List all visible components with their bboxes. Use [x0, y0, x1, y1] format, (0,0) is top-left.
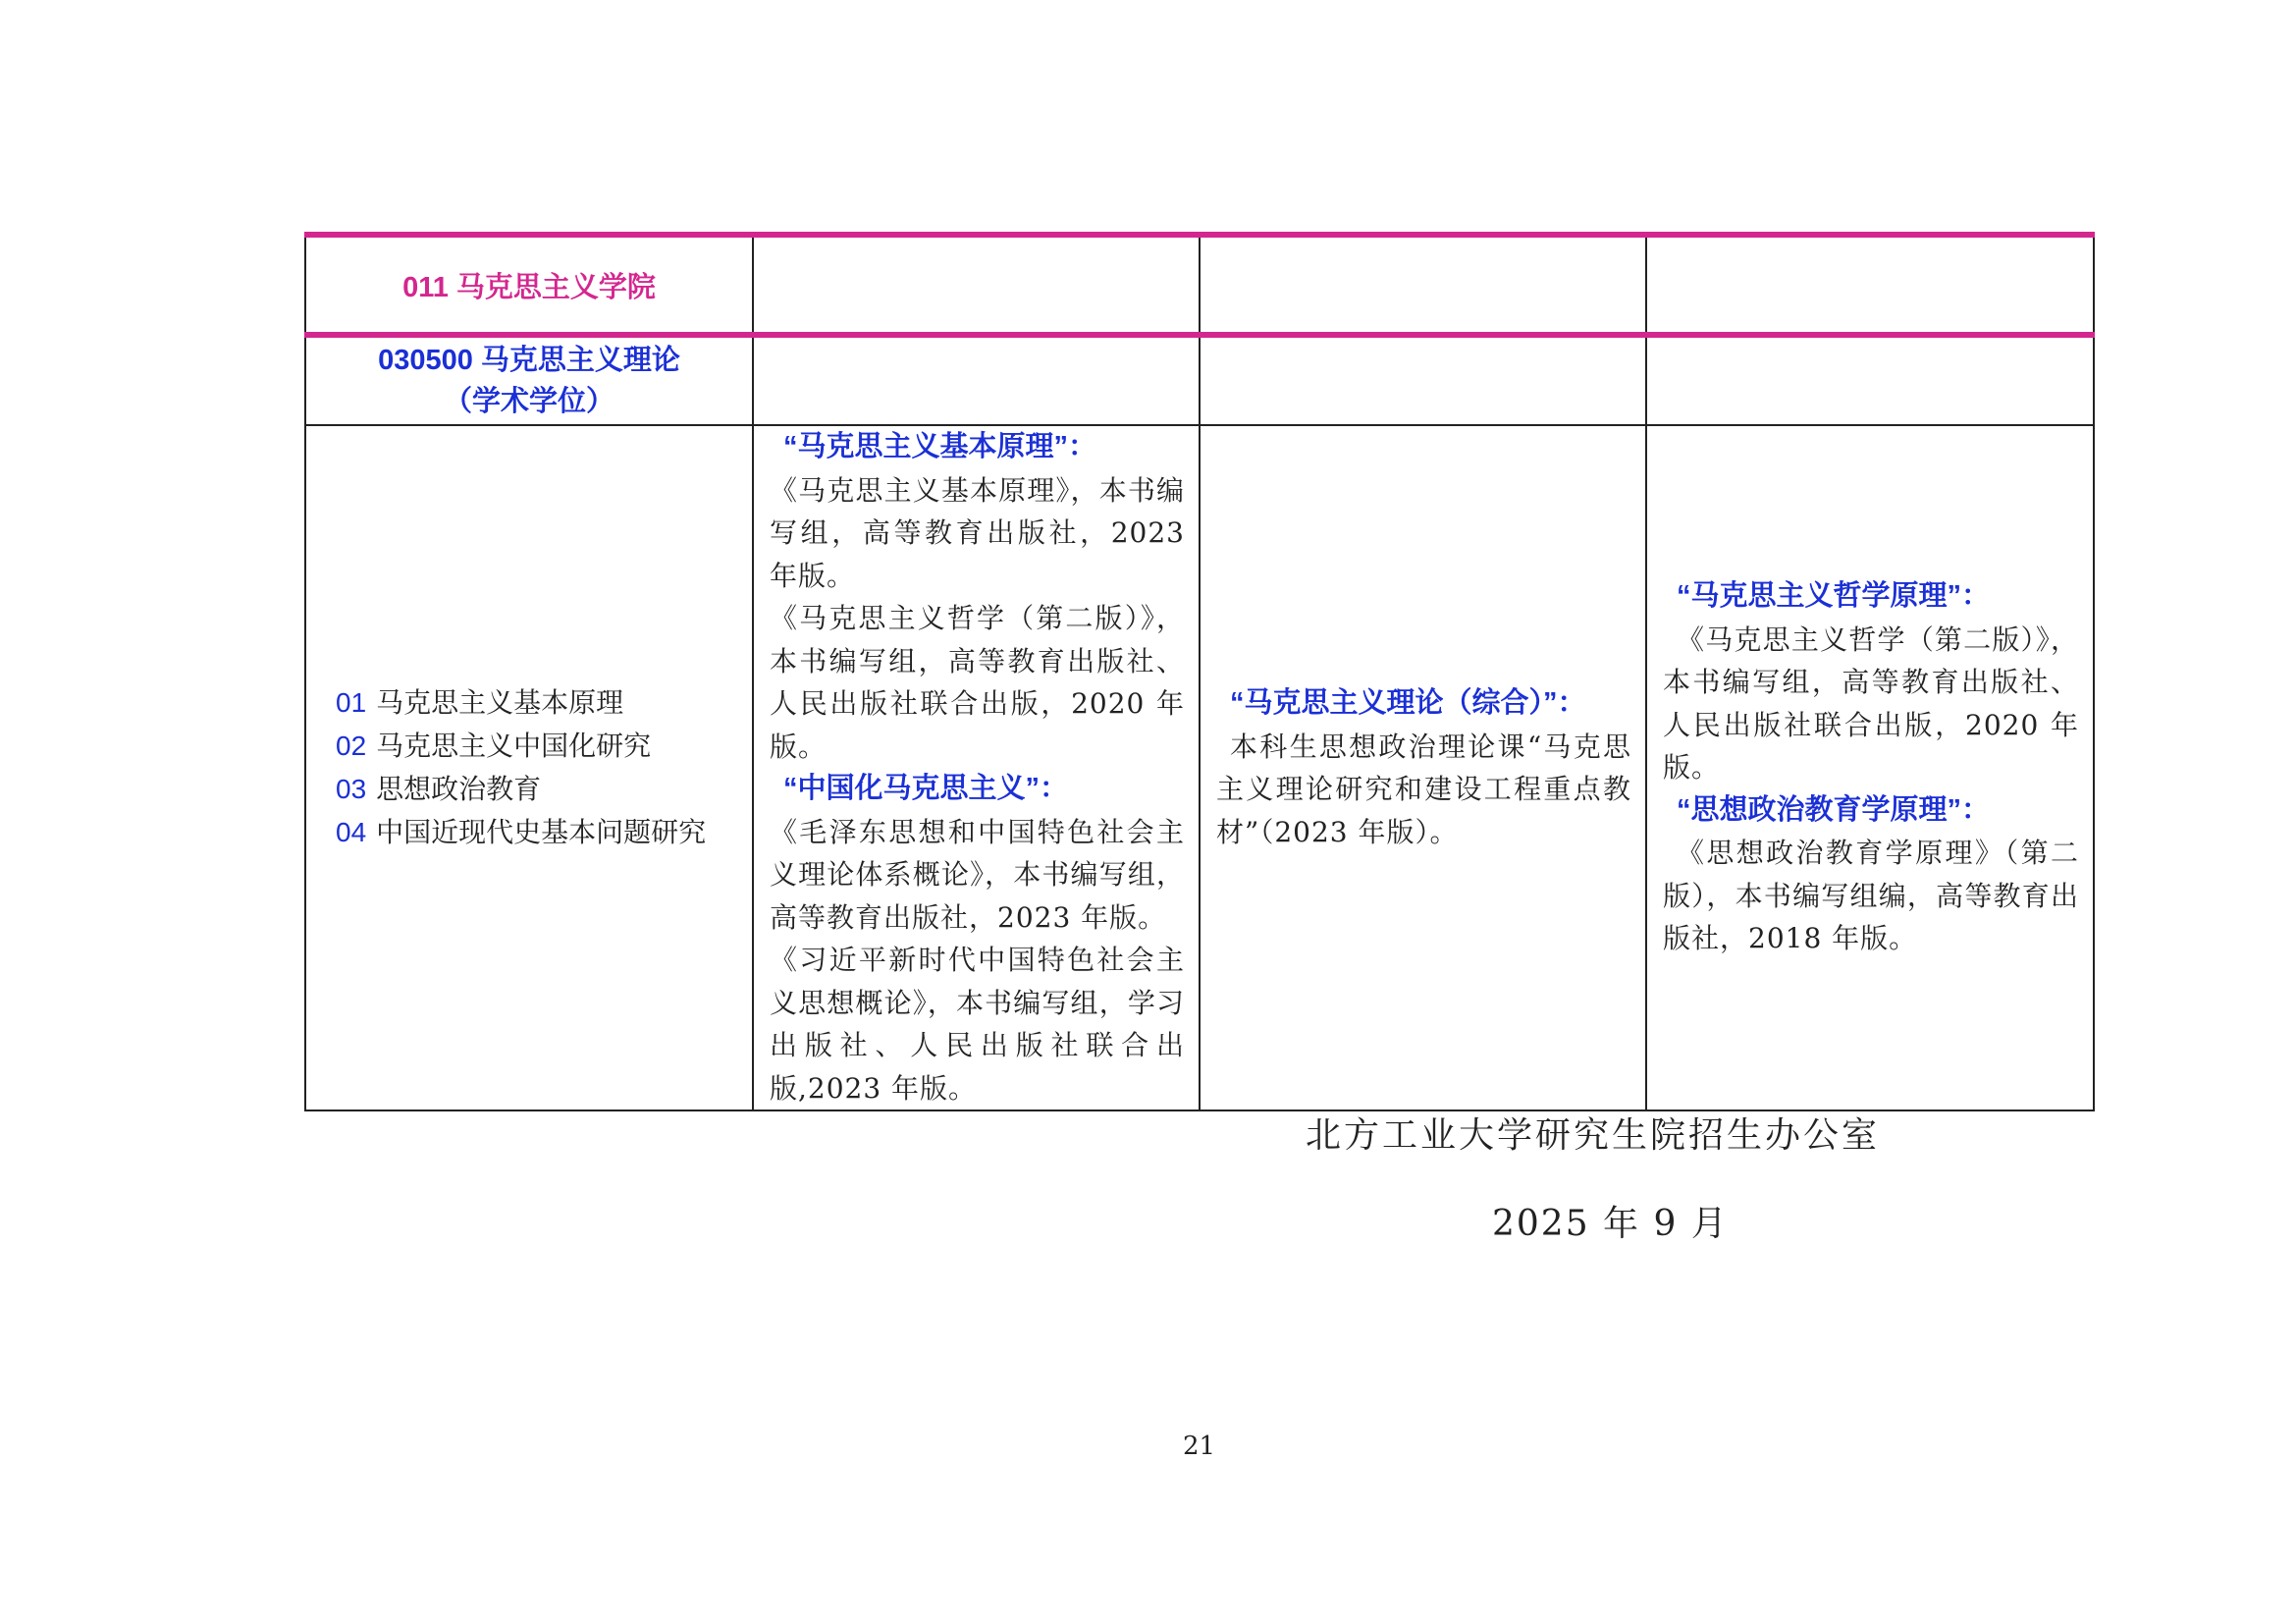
reference-book: 《毛泽东思想和中国特色社会主义理论体系概论》，本书编写组，高等教育出版社，2023 年版。 [770, 815, 1185, 934]
direction-code: 03 [336, 774, 367, 804]
retest-subject-books [1646, 425, 2094, 1110]
empty-cell [1200, 235, 1646, 335]
empty-cell [1646, 335, 2094, 425]
college-row [305, 235, 2094, 335]
direction-item [336, 768, 752, 811]
exam-subject-books [753, 425, 1200, 1110]
issue-date: 2025 年 9 月 [1492, 1204, 1729, 1244]
major-cell [305, 335, 753, 425]
major-code-name: 030500 马克思主义理论 [378, 345, 680, 376]
major-degree: （学术学位） [443, 386, 614, 417]
reference-book: 本科生思想政治理论课“马克思主义理论研究和建设工程重点教材”（2023 年版）。 [1216, 730, 1631, 848]
direction-name: 中国近现代史基本问题研究 [376, 816, 707, 848]
major-row [305, 335, 2094, 425]
direction-code: 02 [336, 731, 367, 761]
subject-title: “思想政治教育学原理”： [1677, 793, 1991, 826]
office-signature: 北方工业大学研究生院招生办公室 [1306, 1115, 1881, 1156]
subject-title: “马克思主义理论（综合）”： [1230, 687, 1586, 719]
direction-code: 04 [336, 817, 367, 847]
direction-item [336, 811, 752, 854]
comprehensive-subject-books [1200, 425, 1646, 1110]
empty-cell [753, 235, 1200, 335]
page-number: 21 [1183, 1432, 1216, 1461]
reference-book: 《思想政治教育学原理》（第二版），本书编写组编，高等教育出版社，2018 年版。 [1663, 837, 2079, 955]
reference-book: 《马克思主义哲学（第二版）》，本书编写组，高等教育出版社、人民出版社联合出版，2020 年版。 [1663, 623, 2079, 785]
research-directions [305, 425, 753, 1110]
direction-name: 马克思主义基本原理 [376, 686, 624, 719]
empty-cell [1200, 335, 1646, 425]
empty-cell [753, 335, 1200, 425]
content-row [305, 425, 2094, 1110]
direction-item [336, 681, 752, 725]
subject-title: “马克思主义哲学原理”： [1677, 580, 1991, 613]
direction-name: 马克思主义中国化研究 [376, 730, 652, 762]
direction-name: 思想政治教育 [376, 773, 542, 805]
reference-book: 《马克思主义基本原理》，本书编写组，高等教育出版社，2023 年版。 [770, 473, 1185, 592]
college-name: 011 马克思主义学院 [305, 235, 753, 335]
direction-item [336, 725, 752, 768]
subject-title: “马克思主义基本原理”： [783, 431, 1097, 462]
reference-book: 《习近平新时代中国特色社会主义思想概论》，本书编写组，学习出版社、人民出版社联合出版,2023 年版。 [770, 944, 1185, 1105]
direction-code: 01 [336, 687, 367, 718]
reference-book: 《马克思主义哲学（第二版）》，本书编写组，高等教育出版社、人民出版社联合出版，2020 年版。 [770, 602, 1185, 763]
admission-table [304, 232, 2095, 1111]
empty-cell [1646, 235, 2094, 335]
subject-title: “中国化马克思主义”： [783, 773, 1069, 804]
